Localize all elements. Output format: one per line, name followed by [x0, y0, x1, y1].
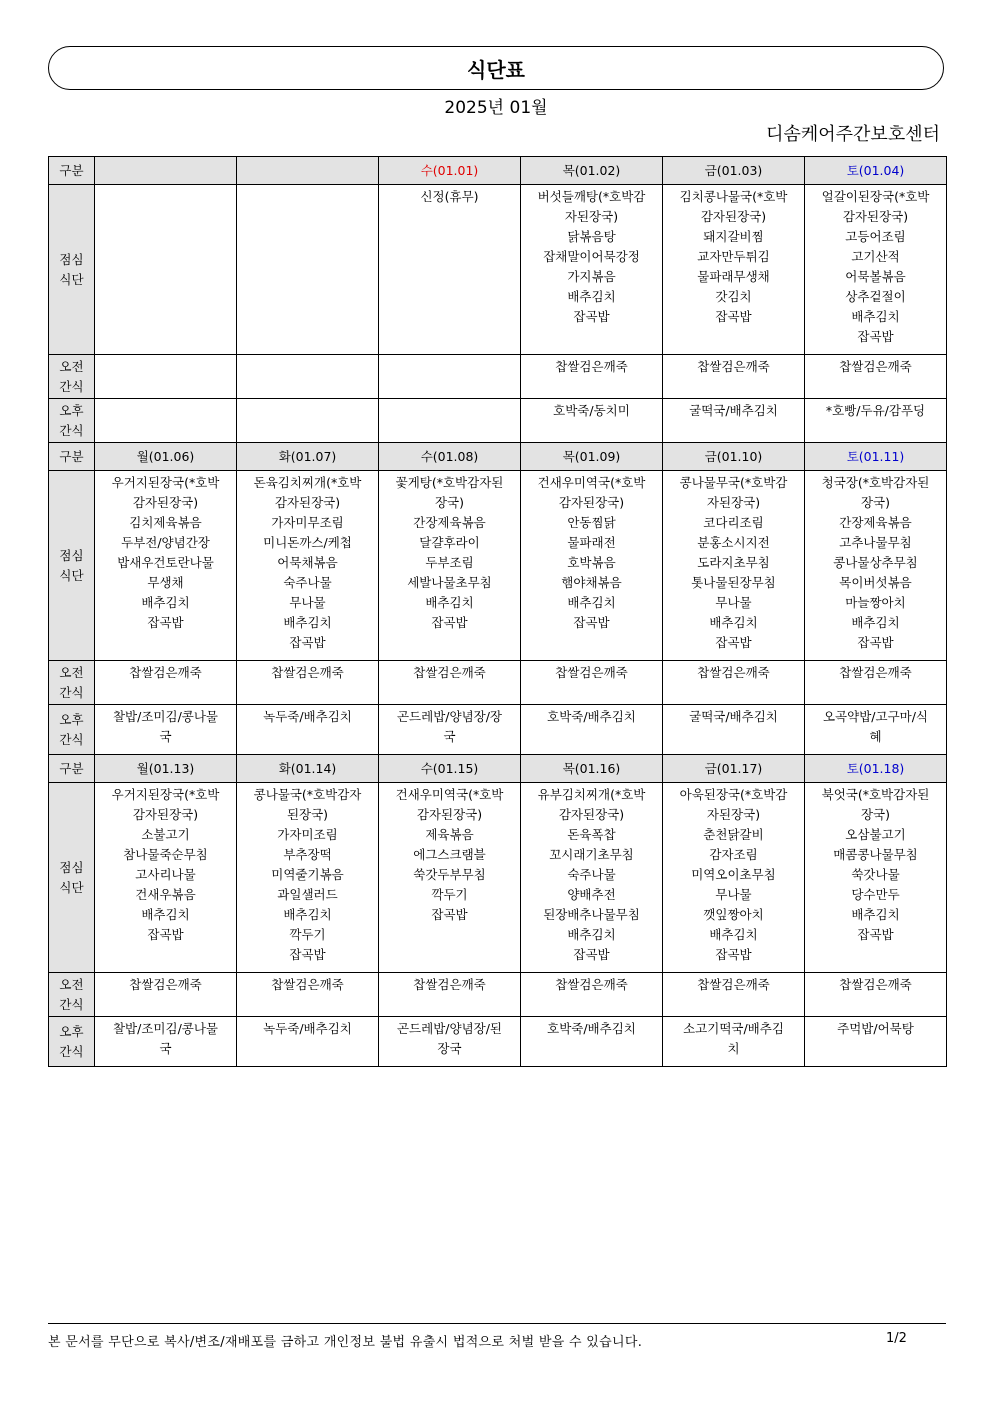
row-label	[49, 783, 95, 973]
menu-item: 감자된장국)	[416, 807, 483, 822]
menu-item: 간장제육볶음	[413, 515, 486, 530]
morning-snack-cell	[95, 973, 237, 1017]
menu-item: 감자된장국)	[274, 495, 341, 510]
menu-item: 장국	[437, 1041, 462, 1056]
morning-snack-cell	[237, 355, 379, 399]
row-label-line: 오후	[59, 711, 84, 727]
menu-item: 찹쌀검은깨죽	[555, 977, 628, 992]
menu-item: 돈육폭찹	[567, 827, 616, 842]
menu-item: 미역줄기볶음	[271, 867, 344, 882]
afternoon-snack-cell	[521, 1017, 663, 1067]
menu-item: 햄야채볶음	[561, 575, 622, 590]
row-label-line: 간식	[59, 731, 84, 747]
lunch-row	[49, 471, 947, 661]
menu-item: 잡곡밥	[573, 309, 610, 324]
menu-item: 미니돈까스/케첩	[263, 535, 352, 550]
row-label-line: 간식	[59, 684, 84, 700]
menu-item: 소불고기	[141, 827, 190, 842]
menu-item: 어묵채볶음	[277, 555, 338, 570]
menu-item: 깍두기	[289, 927, 326, 942]
menu-item: 곤드레밥/양념장/된	[396, 1021, 503, 1036]
menu-item: 무생채	[147, 575, 184, 590]
afternoon-snack-cell	[95, 1017, 237, 1067]
menu-item: 잡곡밥	[289, 947, 326, 962]
menu-item: 찹쌀검은깨죽	[413, 977, 486, 992]
menu-item: 배추김치	[851, 907, 900, 922]
menu-item: 오곡약밥/고구마/식	[822, 709, 929, 724]
menu-item: 자된장국)	[564, 209, 619, 224]
menu-item: 잡곡밥	[857, 329, 894, 344]
menu-item: 감자된장국)	[700, 209, 767, 224]
morning-snack-cell	[95, 661, 237, 705]
menu-item: 잡곡밥	[573, 615, 610, 630]
day-header: 목(01.16)	[521, 755, 663, 783]
menu-item: 목이버섯볶음	[839, 575, 912, 590]
menu-item: 상추겉절이	[845, 289, 906, 304]
menu-item: 배추김치	[709, 615, 758, 630]
menu-item: 도라지초무침	[697, 555, 770, 570]
afternoon-snack-cell	[237, 1017, 379, 1067]
menu-item: 잡곡밥	[715, 947, 752, 962]
morning-snack-cell	[521, 355, 663, 399]
row-label-line: 간식	[59, 378, 84, 394]
menu-item: 고사리나물	[135, 867, 196, 882]
menu-item: 잡곡밥	[857, 927, 894, 942]
row-label-line: 간식	[59, 422, 84, 438]
menu-item: 잡채말이어묵강정	[543, 249, 640, 264]
afternoon-snack-cell	[237, 399, 379, 443]
menu-item: 감자된장국)	[558, 495, 625, 510]
lunch-cell	[521, 185, 663, 355]
morning-snack-cell	[663, 661, 805, 705]
morning-snack-cell	[379, 355, 521, 399]
menu-item: 우거지된장국(*호박	[111, 787, 220, 802]
row-label-line: 오전	[59, 358, 84, 374]
menu-item: 분홍소시지전	[697, 535, 770, 550]
menu-item: 감자조림	[709, 847, 758, 862]
lunch-cell	[379, 185, 521, 355]
menu-item: 콩나물국(*호박감자	[253, 787, 362, 802]
afternoon-snack-cell	[379, 1017, 521, 1067]
menu-item: 고추나물무침	[839, 535, 912, 550]
menu-item: 잡곡밥	[289, 635, 326, 650]
day-header: 화(01.14)	[237, 755, 379, 783]
menu-item: 달걀후라이	[419, 535, 480, 550]
menu-item: 잡곡밥	[147, 927, 184, 942]
day-header-row	[49, 157, 947, 185]
menu-item: 감자된장국)	[842, 209, 909, 224]
row-label: 구분	[49, 755, 95, 783]
morning-snack-cell	[95, 355, 237, 399]
menu-item: 찹쌀검은깨죽	[839, 977, 912, 992]
morning-snack-cell	[805, 973, 947, 1017]
row-label	[49, 399, 95, 443]
day-header: 토(01.04)	[805, 157, 947, 185]
lunch-cell	[805, 185, 947, 355]
menu-item: 춘천닭갈비	[703, 827, 764, 842]
day-header: 수(01.15)	[379, 755, 521, 783]
afternoon-snack-cell	[805, 705, 947, 755]
menu-item: 어묵볼볶음	[845, 269, 906, 284]
lunch-row	[49, 783, 947, 973]
menu-item: 미역오이초무침	[691, 867, 776, 882]
day-header: 금(01.03)	[663, 157, 805, 185]
title-text: 식단표	[467, 57, 525, 82]
menu-item: 배추김치	[425, 595, 474, 610]
lunch-cell	[95, 185, 237, 355]
menu-item: 배추김치	[567, 289, 616, 304]
day-header: 토(01.11)	[805, 443, 947, 471]
morning-snack-cell	[805, 661, 947, 705]
morning-snack-cell	[379, 661, 521, 705]
menu-item: 감자된장국)	[132, 495, 199, 510]
morning-snack-cell	[379, 973, 521, 1017]
row-label-line: 오전	[59, 664, 84, 680]
menu-item: 잡곡밥	[573, 947, 610, 962]
afternoon-snack-cell	[805, 399, 947, 443]
menu-item: 김치제육볶음	[129, 515, 202, 530]
day-header: 목(01.09)	[521, 443, 663, 471]
menu-item: 양배추전	[567, 887, 616, 902]
menu-item: 닭볶음탕	[567, 229, 616, 244]
menu-item: 된장국)	[286, 807, 329, 822]
menu-item: 자된장국)	[706, 495, 761, 510]
menu-item: 찰밥/조미김/콩나물	[112, 709, 219, 724]
menu-item: 호박죽/동치미	[553, 403, 630, 418]
row-label-line: 점심	[59, 859, 84, 875]
menu-item: 얼갈이된장국(*호박	[821, 189, 930, 204]
menu-item: 찹쌀검은깨죽	[271, 665, 344, 680]
menu-item: 당수만두	[851, 887, 900, 902]
lunch-cell	[379, 471, 521, 661]
row-label	[49, 705, 95, 755]
center-name: 디솜케어주간보호센터	[766, 124, 940, 145]
menu-item: 오삼불고기	[845, 827, 906, 842]
morning-snack-cell	[237, 661, 379, 705]
afternoon-snack-cell	[379, 705, 521, 755]
meal-plan-table	[48, 156, 947, 1067]
row-label	[49, 355, 95, 399]
menu-item: 가자미무조림	[271, 515, 344, 530]
menu-item: 호박죽/배추김치	[547, 1021, 636, 1036]
menu-item: 부추장떡	[283, 847, 332, 862]
lunch-cell	[95, 783, 237, 973]
afternoon-snack-cell	[663, 399, 805, 443]
menu-item: 교자만두튀김	[697, 249, 770, 264]
afternoon-snack-cell	[521, 705, 663, 755]
menu-item: 청국장(*호박감자된	[821, 475, 930, 490]
menu-item: 녹두죽/배추김치	[263, 1021, 352, 1036]
menu-item: 장국)	[860, 807, 891, 822]
menu-item: 신정(휴무)	[420, 189, 479, 204]
menu-item: 배추김치	[141, 595, 190, 610]
menu-item: 안동찜닭	[567, 515, 616, 530]
menu-item: 소고기떡국/배추김	[683, 1021, 784, 1036]
menu-item: 찹쌀검은깨죽	[555, 359, 628, 374]
menu-item: 잡곡밥	[715, 309, 752, 324]
menu-item: *호빵/두유/감푸딩	[825, 403, 926, 418]
row-label-line: 식단	[59, 271, 84, 287]
lunch-cell	[237, 471, 379, 661]
menu-item: 배추김치	[709, 927, 758, 942]
menu-item: 잡곡밥	[431, 907, 468, 922]
row-label	[49, 1017, 95, 1067]
day-header: 목(01.02)	[521, 157, 663, 185]
menu-item: 두부전/양념간장	[121, 535, 210, 550]
row-label	[49, 471, 95, 661]
menu-item: 숙주나물	[283, 575, 332, 590]
afternoon-snack-row	[49, 705, 947, 755]
menu-item: 주먹밥/어묵탕	[837, 1021, 914, 1036]
lunch-cell	[379, 783, 521, 973]
menu-item: 무나물	[715, 595, 752, 610]
day-header: 수(01.01)	[379, 157, 521, 185]
day-header: 금(01.17)	[663, 755, 805, 783]
page-number: 1/2	[886, 1331, 907, 1346]
menu-item: 호박볶음	[567, 555, 616, 570]
menu-item: 콩나물무국(*호박감	[679, 475, 788, 490]
menu-item: 가자미조림	[277, 827, 338, 842]
afternoon-snack-cell	[663, 705, 805, 755]
morning-snack-cell	[521, 661, 663, 705]
row-label: 구분	[49, 443, 95, 471]
row-label	[49, 185, 95, 355]
menu-item: 콩나물상추무침	[833, 555, 918, 570]
menu-item: 우거지된장국(*호박	[111, 475, 220, 490]
menu-item: 유부김치찌개(*호박	[537, 787, 646, 802]
menu-item: 돼지갈비찜	[703, 229, 764, 244]
afternoon-snack-cell	[805, 1017, 947, 1067]
menu-item: 배추김치	[283, 907, 332, 922]
menu-item: 잡곡밥	[147, 615, 184, 630]
lunch-cell	[237, 185, 379, 355]
day-header: 월(01.13)	[95, 755, 237, 783]
menu-item: 밥새우건토란나물	[117, 555, 214, 570]
menu-item: 무나물	[289, 595, 326, 610]
menu-item: 국	[443, 729, 456, 744]
menu-item: 장국)	[860, 495, 891, 510]
menu-item: 찰밥/조미김/콩나물	[112, 1021, 219, 1036]
afternoon-snack-cell	[379, 399, 521, 443]
menu-item: 굴떡국/배추김치	[689, 403, 778, 418]
day-header-row	[49, 443, 947, 471]
afternoon-snack-row	[49, 1017, 947, 1067]
day-header: 월(01.06)	[95, 443, 237, 471]
menu-item: 국	[159, 729, 172, 744]
menu-item: 자된장국)	[706, 807, 761, 822]
footer-notice: 본 문서를 무단으로 복사/변조/재배포를 금하고 개인정보 불법 유출시 법적으로 처벌 받을 수 있습니다.	[48, 1335, 643, 1350]
morning-snack-row	[49, 661, 947, 705]
menu-item: 김치콩나물국(*호박	[679, 189, 788, 204]
month-label: 2025년 01월	[444, 98, 548, 118]
lunch-cell	[663, 783, 805, 973]
lunch-cell	[95, 471, 237, 661]
menu-item: 참나물죽순무침	[123, 847, 208, 862]
afternoon-snack-cell	[663, 1017, 805, 1067]
row-label-line: 간식	[59, 996, 84, 1012]
lunch-row	[49, 185, 947, 355]
row-label-line: 오전	[59, 976, 84, 992]
menu-item: 꼬시래기초무침	[549, 847, 634, 862]
day-header: 화(01.07)	[237, 443, 379, 471]
lunch-cell	[663, 185, 805, 355]
day-header: 금(01.10)	[663, 443, 805, 471]
menu-item: 잡곡밥	[857, 635, 894, 650]
menu-item: 갓김치	[715, 289, 752, 304]
afternoon-snack-cell	[521, 399, 663, 443]
lunch-cell	[663, 471, 805, 661]
menu-item: 숙주나물	[567, 867, 616, 882]
menu-item: 두부조림	[425, 555, 474, 570]
afternoon-snack-cell	[95, 705, 237, 755]
footer-divider	[48, 1323, 946, 1324]
row-label-line: 점심	[59, 251, 84, 267]
menu-item: 건새우볶음	[135, 887, 196, 902]
menu-item: 된장배추나물무침	[543, 907, 640, 922]
menu-item: 과일샐러드	[277, 887, 338, 902]
menu-item: 배추김치	[851, 615, 900, 630]
menu-item: 물파래무생채	[697, 269, 770, 284]
menu-item: 버섯들깨탕(*호박감	[537, 189, 646, 204]
row-label-line: 점심	[59, 547, 84, 563]
menu-item: 찹쌀검은깨죽	[555, 665, 628, 680]
menu-item: 건새우미역국(*호박	[537, 475, 646, 490]
row-label-line: 간식	[59, 1043, 84, 1059]
day-header	[237, 157, 379, 185]
menu-item: 마늘짱아치	[845, 595, 906, 610]
day-header-row	[49, 755, 947, 783]
lunch-cell	[237, 783, 379, 973]
menu-item: 깻잎짱아치	[703, 907, 764, 922]
row-label: 구분	[49, 157, 95, 185]
lunch-cell	[805, 471, 947, 661]
morning-snack-row	[49, 355, 947, 399]
menu-item: 매콤콩나물무침	[833, 847, 918, 862]
menu-item: 쑥갓나물	[851, 867, 900, 882]
lunch-cell	[521, 471, 663, 661]
menu-item: 장국)	[434, 495, 465, 510]
menu-title	[48, 46, 944, 90]
menu-item: 물파래전	[567, 535, 616, 550]
menu-item: 찹쌀검은깨죽	[839, 665, 912, 680]
menu-item: 에그스크램블	[413, 847, 486, 862]
menu-item: 코다리조림	[703, 515, 764, 530]
lunch-cell	[805, 783, 947, 973]
morning-snack-row	[49, 973, 947, 1017]
menu-item: 녹두죽/배추김치	[263, 709, 352, 724]
menu-item: 찹쌀검은깨죽	[697, 359, 770, 374]
morning-snack-cell	[663, 973, 805, 1017]
menu-item: 꽃게탕(*호박감자된	[395, 475, 504, 490]
row-label	[49, 661, 95, 705]
menu-item: 무나물	[715, 887, 752, 902]
day-header: 토(01.18)	[805, 755, 947, 783]
day-header: 수(01.08)	[379, 443, 521, 471]
row-label-line: 오후	[59, 402, 84, 418]
menu-item: 간장제육볶음	[839, 515, 912, 530]
menu-item: 배추김치	[851, 309, 900, 324]
menu-item: 찹쌀검은깨죽	[697, 665, 770, 680]
menu-item: 제육볶음	[425, 827, 474, 842]
row-label-line: 오후	[59, 1023, 84, 1039]
menu-item: 배추김치	[141, 907, 190, 922]
menu-item: 고등어조림	[845, 229, 906, 244]
menu-item: 찹쌀검은깨죽	[129, 977, 202, 992]
menu-item: 곤드레밥/양념장/장	[396, 709, 503, 724]
afternoon-snack-row	[49, 399, 947, 443]
menu-item: 찹쌀검은깨죽	[413, 665, 486, 680]
menu-item: 잡곡밥	[431, 615, 468, 630]
menu-item: 치	[727, 1041, 740, 1056]
menu-item: 쑥갓두부무침	[413, 867, 486, 882]
day-header	[95, 157, 237, 185]
morning-snack-cell	[663, 355, 805, 399]
menu-item: 찹쌀검은깨죽	[129, 665, 202, 680]
menu-item: 톳나물된장무침	[691, 575, 776, 590]
afternoon-snack-cell	[237, 705, 379, 755]
morning-snack-cell	[805, 355, 947, 399]
menu-item: 잡곡밥	[715, 635, 752, 650]
morning-snack-cell	[237, 973, 379, 1017]
menu-item: 세발나물초무침	[407, 575, 492, 590]
menu-item: 혜	[869, 729, 882, 744]
menu-item: 고기산적	[851, 249, 900, 264]
row-label-line: 식단	[59, 567, 84, 583]
afternoon-snack-cell	[95, 399, 237, 443]
menu-item: 찹쌀검은깨죽	[697, 977, 770, 992]
menu-item: 아욱된장국(*호박감	[679, 787, 788, 802]
lunch-cell	[521, 783, 663, 973]
menu-item: 국	[159, 1041, 172, 1056]
menu-item: 북엇국(*호박감자된	[821, 787, 930, 802]
menu-item: 배추김치	[283, 615, 332, 630]
menu-item: 호박죽/배추김치	[547, 709, 636, 724]
menu-item: 찹쌀검은깨죽	[839, 359, 912, 374]
menu-item: 깍두기	[431, 887, 468, 902]
menu-item: 굴떡국/배추김치	[689, 709, 778, 724]
menu-item: 찹쌀검은깨죽	[271, 977, 344, 992]
menu-item: 감자된장국)	[558, 807, 625, 822]
menu-item: 배추김치	[567, 927, 616, 942]
morning-snack-cell	[521, 973, 663, 1017]
menu-item: 건새우미역국(*호박	[395, 787, 504, 802]
menu-item: 가지볶음	[567, 269, 616, 284]
row-label	[49, 973, 95, 1017]
row-label-line: 식단	[59, 879, 84, 895]
menu-item: 배추김치	[567, 595, 616, 610]
menu-item: 감자된장국)	[132, 807, 199, 822]
menu-item: 돈육김치찌개(*호박	[253, 475, 362, 490]
